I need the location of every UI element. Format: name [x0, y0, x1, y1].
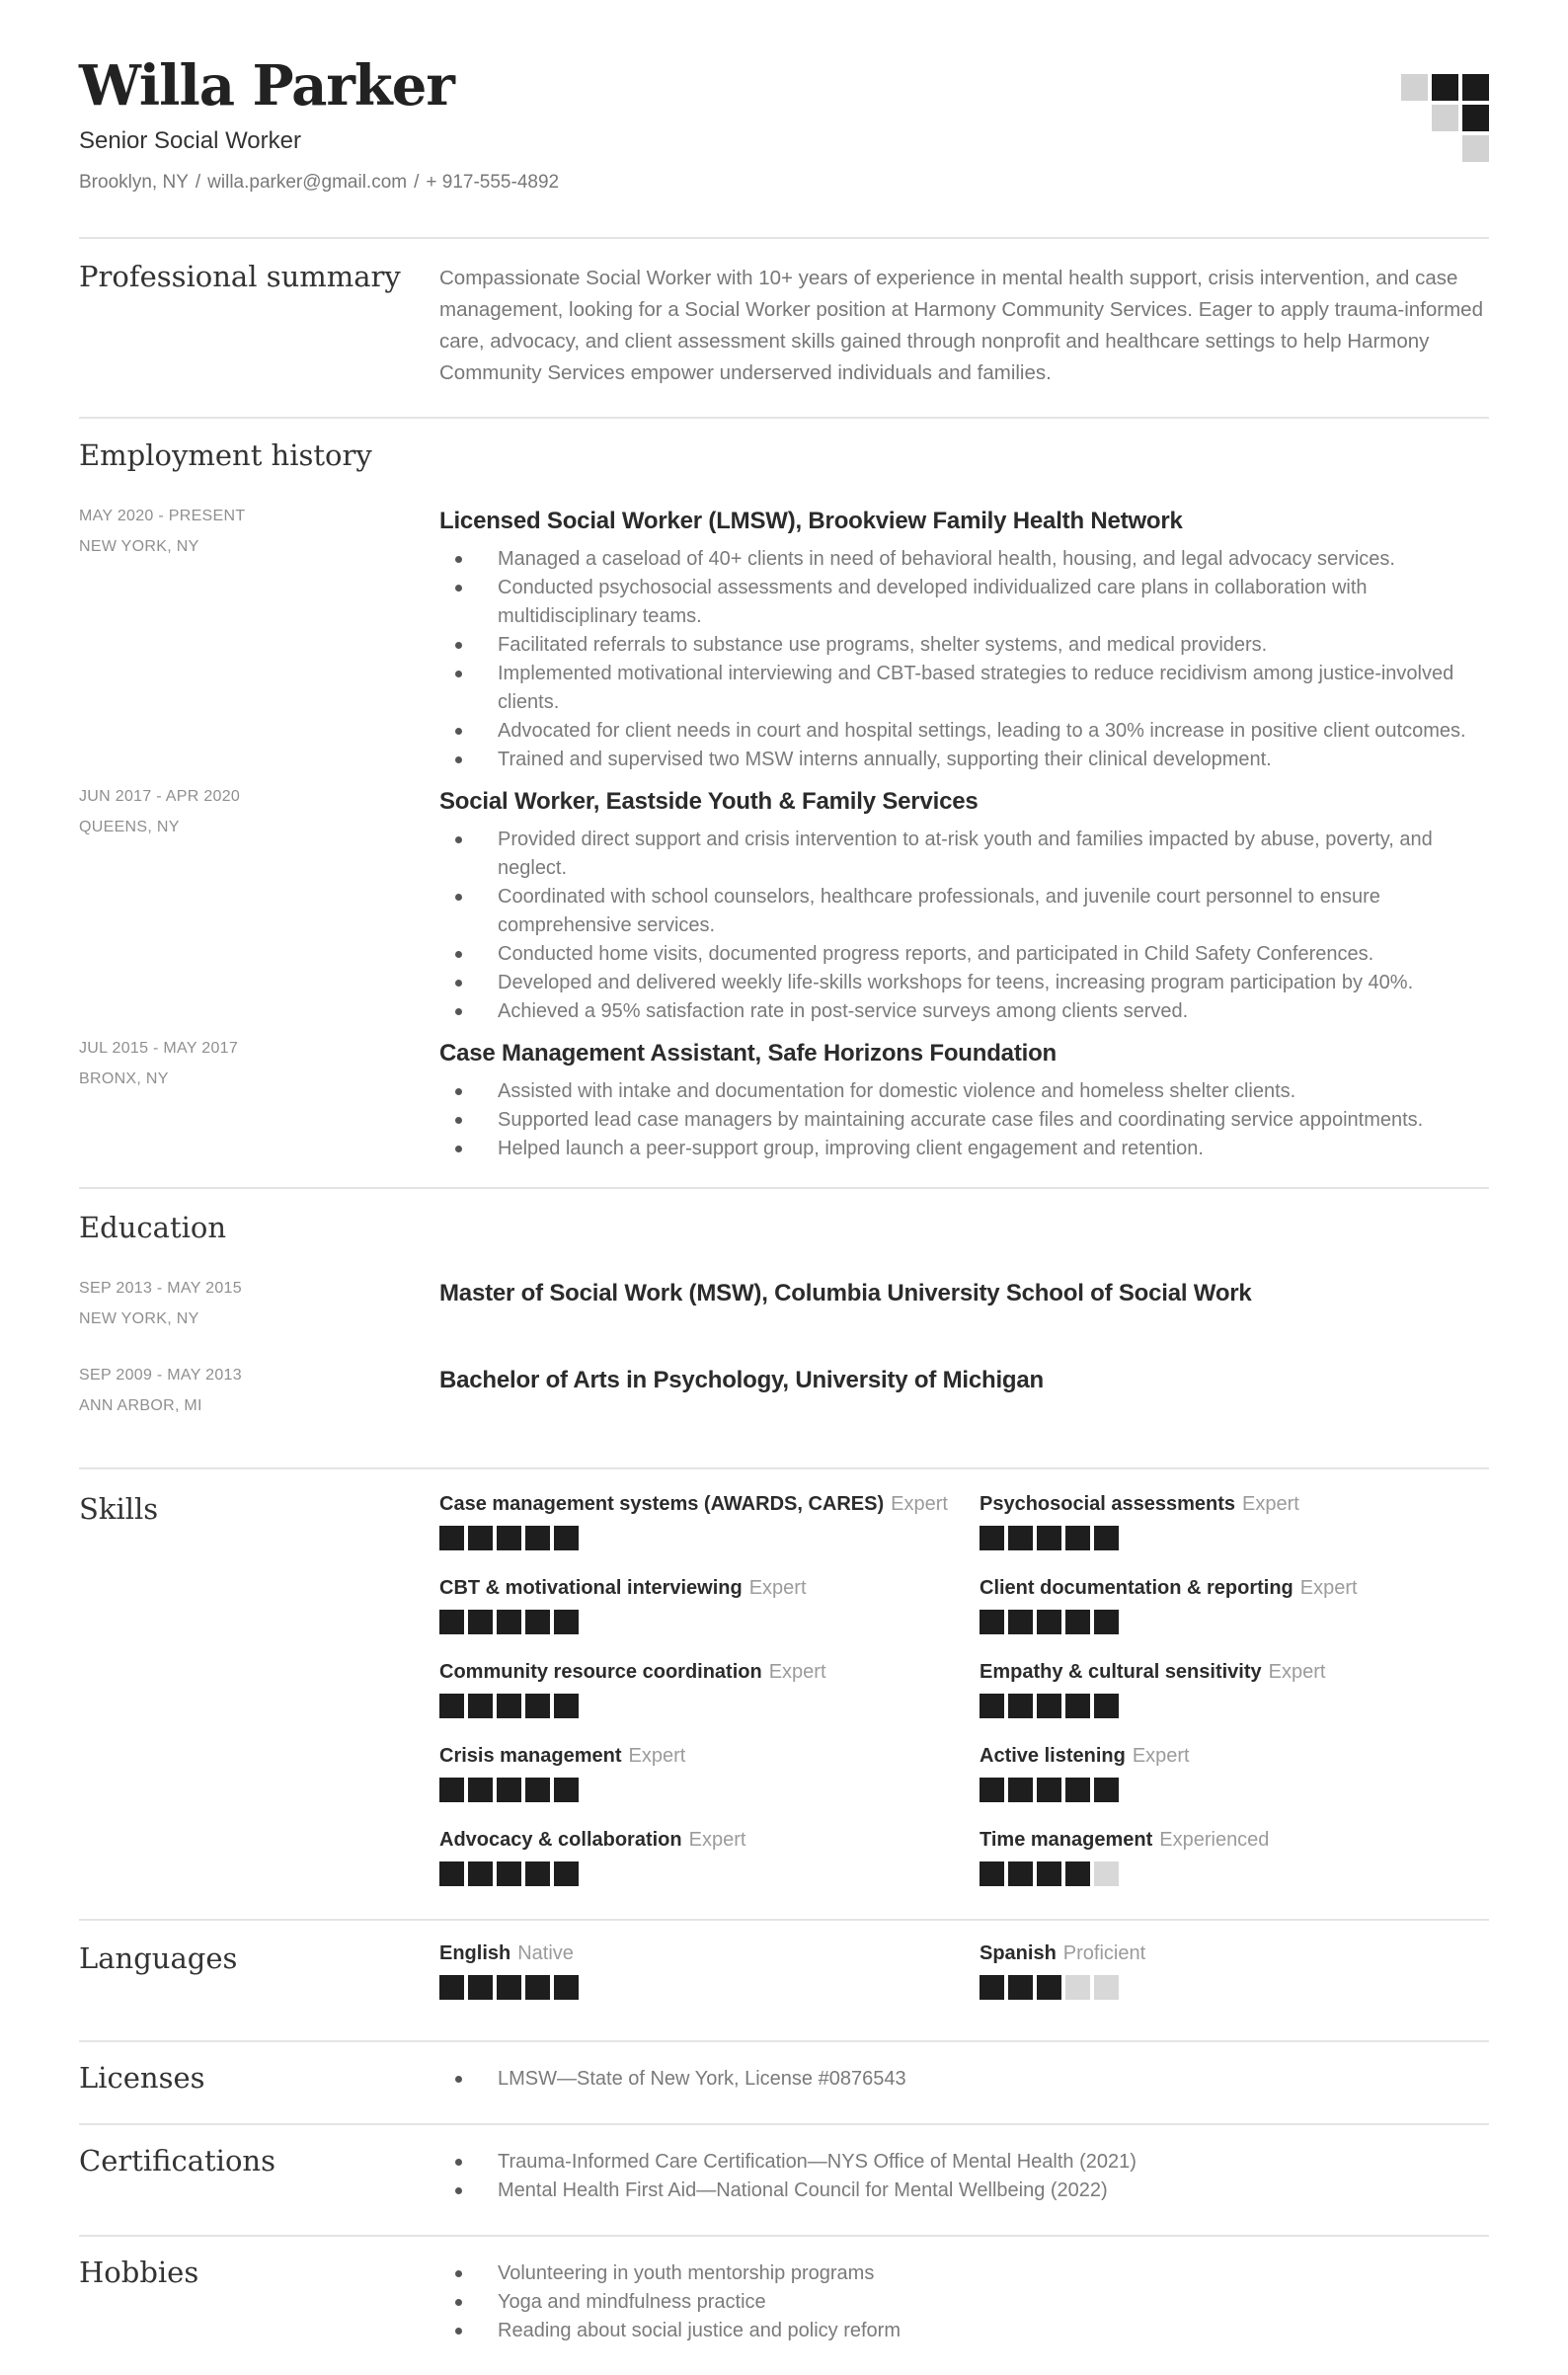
rating-square-filled [439, 1861, 464, 1886]
skill-head [439, 1745, 980, 1768]
hobby-item: Reading about social justice and policy reform [439, 2317, 1489, 2345]
skill-name: Active listening [980, 1745, 1126, 1767]
rating-square-filled [1094, 1694, 1119, 1718]
certifications-list [439, 2145, 1489, 2211]
education-meta [79, 1280, 439, 1341]
rating-square-filled [497, 1610, 521, 1634]
skill-name: Client documentation & reporting [980, 1577, 1294, 1599]
skill-head [980, 1577, 1489, 1600]
job-bullet: Helped launch a peer-support group, improving client engagement and retention. [439, 1135, 1489, 1163]
contact-phone: + 917-555-4892 [426, 171, 560, 193]
hobbies-section-heading: Hobbies [79, 2256, 199, 2289]
logo-cell-dark [1432, 74, 1458, 101]
rating-square-filled [468, 1610, 493, 1634]
skill-name: Psychosocial assessments [980, 1493, 1236, 1515]
rating-square-filled [525, 1610, 550, 1634]
licenses-section-heading: Licenses [79, 2061, 205, 2095]
hobbies-section [79, 2235, 1489, 2375]
skill-rating [980, 1861, 1489, 1886]
language-name: English [439, 1942, 511, 1964]
contact-separator: / [414, 171, 420, 193]
rating-square-filled [980, 1778, 1004, 1802]
job-location: BRONX, NY [79, 1070, 169, 1087]
skill-level: Expert [768, 1661, 826, 1683]
resume-header [79, 0, 1489, 237]
skill-name: Advocacy & collaboration [439, 1829, 682, 1851]
skill-entry [980, 1829, 1489, 1886]
job-list [79, 508, 1489, 1169]
skill-rating [439, 1694, 980, 1718]
rating-square-filled [439, 1610, 464, 1634]
job-bullet: Provided direct support and crisis intervention to at-risk youth and families impacted by abuse, poverty, and neglect. [439, 826, 1489, 883]
rating-square-filled [1037, 1610, 1061, 1634]
person-job-title: Senior Social Worker [79, 126, 301, 154]
rating-square-filled [980, 1975, 1004, 2000]
education-section-heading: Education [79, 1211, 227, 1244]
skill-level: Expert [1242, 1493, 1299, 1515]
rating-square-filled [468, 1778, 493, 1802]
summary-section-heading: Professional summary [79, 260, 401, 293]
language-entry [439, 1942, 980, 2000]
education-section [79, 1187, 1489, 1467]
skill-name: CBT & motivational interviewing [439, 1577, 743, 1599]
summary-section [79, 237, 1489, 417]
skill-head [980, 1745, 1489, 1768]
rating-square-filled [1094, 1526, 1119, 1550]
job-bullet: Facilitated referrals to substance use programs, shelter systems, and medical providers. [439, 631, 1489, 660]
job-entry [79, 1040, 1489, 1169]
job-dates: JUL 2015 - MAY 2017 [79, 1040, 239, 1057]
logo-cell-light [1401, 74, 1428, 101]
language-rating [439, 1975, 980, 2000]
rating-square-filled [980, 1861, 1004, 1886]
education-content [439, 1367, 1489, 1428]
rating-square-filled [1037, 1694, 1061, 1718]
hobbies-list [439, 2256, 1489, 2351]
job-bullet: Advocated for client needs in court and hospital settings, leading to a 30% increase in positive client outcomes. [439, 717, 1489, 746]
rating-square-filled [525, 1778, 550, 1802]
certification-item: Mental Health First Aid—National Council for Mental Wellbeing (2022) [439, 2177, 1489, 2205]
job-bullet: Conducted psychosocial assessments and developed individualized care plans in collaboration with multidisciplinary teams. [439, 574, 1489, 631]
logo-cell-light [1432, 105, 1458, 131]
rating-square-filled [1037, 1861, 1061, 1886]
certification-item: Trauma-Informed Care Certification—NYS Office of Mental Health (2021) [439, 2148, 1489, 2177]
education-location: NEW YORK, NY [79, 1310, 199, 1327]
rating-square-filled [1065, 1610, 1090, 1634]
languages-section-heading: Languages [79, 1941, 238, 1975]
job-entry [79, 508, 1489, 780]
rating-square-filled [468, 1694, 493, 1718]
skill-rating [439, 1778, 980, 1802]
job-content [439, 788, 1489, 1032]
logo-cell-dark [1462, 74, 1489, 101]
rating-square-filled [497, 1694, 521, 1718]
logo-cell-dark [1462, 105, 1489, 131]
contact-line [79, 172, 1489, 194]
rating-square-filled [468, 1975, 493, 2000]
rating-square-filled [525, 1694, 550, 1718]
rating-square-filled [1037, 1778, 1061, 1802]
rating-square-filled [1065, 1526, 1090, 1550]
skill-entry [439, 1493, 980, 1550]
logo-cell-empty [1432, 135, 1458, 162]
language-name: Spanish [980, 1942, 1057, 1964]
certifications-section [79, 2123, 1489, 2235]
hobby-item: Volunteering in youth mentorship programs [439, 2259, 1489, 2288]
contact-separator: / [195, 171, 201, 193]
skill-level: Expert [688, 1829, 746, 1851]
rating-square-empty [1094, 1861, 1119, 1886]
education-location: ANN ARBOR, MI [79, 1397, 202, 1414]
language-level: Native [517, 1942, 574, 1964]
rating-square-filled [439, 1694, 464, 1718]
skill-entry [980, 1493, 1489, 1550]
language-rating [980, 1975, 1489, 2000]
education-list [79, 1280, 1489, 1428]
skill-name: Community resource coordination [439, 1661, 762, 1683]
contact-email: willa.parker@gmail.com [207, 171, 408, 193]
job-meta [79, 1040, 439, 1169]
hobby-item: Yoga and mindfulness practice [439, 2288, 1489, 2317]
skill-rating [980, 1610, 1489, 1634]
logo-cell-light [1462, 135, 1489, 162]
rating-square-filled [497, 1975, 521, 2000]
skill-level: Expert [748, 1577, 807, 1599]
rating-square-filled [1037, 1975, 1061, 2000]
rating-square-empty [1094, 1975, 1119, 2000]
languages-section [79, 1919, 1489, 2040]
job-bullet: Implemented motivational interviewing and CBT-based strategies to reduce recidivism among justice-involved clients. [439, 660, 1489, 717]
skill-rating [980, 1526, 1489, 1550]
job-bullets [439, 545, 1489, 780]
education-content [439, 1280, 1489, 1341]
rating-square-filled [439, 1778, 464, 1802]
language-level: Proficient [1062, 1942, 1146, 1964]
job-entry [79, 788, 1489, 1032]
skill-level: Expert [1132, 1745, 1190, 1767]
rating-square-filled [1008, 1975, 1033, 2000]
education-degree: Bachelor of Arts in Psychology, University of Michigan [439, 1367, 1044, 1393]
rating-square-filled [468, 1526, 493, 1550]
education-dates: SEP 2009 - MAY 2013 [79, 1367, 242, 1384]
job-bullet: Coordinated with school counselors, healthcare professionals, and juvenile court personnel to ensure comprehensive services. [439, 883, 1489, 940]
job-bullets [439, 1077, 1489, 1169]
job-bullet: Assisted with intake and documentation for domestic violence and homeless shelter clients. [439, 1077, 1489, 1106]
job-title: Social Worker, Eastside Youth & Family Services [439, 788, 979, 815]
rating-square-filled [525, 1526, 550, 1550]
rating-square-filled [980, 1610, 1004, 1634]
rating-square-filled [1065, 1778, 1090, 1802]
skill-head [439, 1829, 980, 1852]
job-location: QUEENS, NY [79, 819, 180, 835]
rating-square-filled [554, 1975, 579, 2000]
rating-square-filled [1008, 1610, 1033, 1634]
skills-grid [439, 1493, 1489, 1913]
rating-square-filled [980, 1694, 1004, 1718]
language-entry [980, 1942, 1489, 2000]
skills-section-heading: Skills [79, 1492, 159, 1526]
job-meta [79, 508, 439, 780]
person-name: Willa Parker [79, 53, 454, 119]
license-item: LMSW—State of New York, License #0876543 [439, 2065, 1489, 2094]
logo-cell-empty [1401, 135, 1428, 162]
job-dates: MAY 2020 - PRESENT [79, 508, 246, 524]
skill-level: Experienced [1159, 1829, 1270, 1851]
job-bullet: Achieved a 95% satisfaction rate in post-service surveys among clients served. [439, 997, 1489, 1026]
skill-name: Case management systems (AWARDS, CARES) [439, 1493, 885, 1515]
skill-head [439, 1577, 980, 1600]
rating-square-filled [497, 1778, 521, 1802]
rating-square-filled [1065, 1861, 1090, 1886]
skill-name: Empathy & cultural sensitivity [980, 1661, 1262, 1683]
job-title: Licensed Social Worker (LMSW), Brookview Family Health Network [439, 508, 1183, 534]
skill-entry [980, 1661, 1489, 1718]
skill-entry [980, 1577, 1489, 1634]
skill-rating [980, 1694, 1489, 1718]
skill-entry [439, 1661, 980, 1718]
rating-square-filled [554, 1526, 579, 1550]
rating-square-filled [554, 1694, 579, 1718]
rating-square-filled [1094, 1778, 1119, 1802]
rating-square-filled [468, 1861, 493, 1886]
rating-square-filled [1094, 1610, 1119, 1634]
languages-grid [439, 1942, 1489, 2026]
rating-square-filled [1008, 1526, 1033, 1550]
education-entry [79, 1367, 1489, 1428]
employment-section-heading: Employment history [79, 438, 372, 472]
skill-entry [439, 1745, 980, 1802]
job-meta [79, 788, 439, 1032]
skill-head [980, 1493, 1489, 1516]
education-meta [79, 1367, 439, 1428]
skill-head [439, 1493, 980, 1516]
rating-square-filled [525, 1975, 550, 2000]
skill-entry [439, 1577, 980, 1634]
skill-level: Expert [628, 1745, 686, 1767]
rating-square-empty [1065, 1975, 1090, 2000]
skill-entry [439, 1829, 980, 1886]
skill-head [980, 1829, 1489, 1852]
education-dates: SEP 2013 - MAY 2015 [79, 1280, 242, 1297]
rating-square-filled [554, 1861, 579, 1886]
job-bullet: Trained and supervised two MSW interns annually, supporting their clinical development. [439, 746, 1489, 774]
language-head [980, 1942, 1489, 1965]
skill-rating [980, 1778, 1489, 1802]
brand-logo [1401, 74, 1489, 162]
education-degree: Master of Social Work (MSW), Columbia University School of Social Work [439, 1280, 1252, 1306]
skill-head [980, 1661, 1489, 1684]
job-bullet: Supported lead case managers by maintaining accurate case files and coordinating service appointments. [439, 1106, 1489, 1135]
rating-square-filled [439, 1975, 464, 2000]
summary-text: Compassionate Social Worker with 10+ years of experience in mental health support, crisis intervention, and case management, looking for a Social Worker position at Harmony Community Services. Eager to apply trauma-informed care, advocacy, and client assessment skills gained through nonprofit and healthcare settings to help Harmony Community Services empower underserved individuals and families. [439, 267, 1483, 384]
skill-entry [980, 1745, 1489, 1802]
job-content [439, 508, 1489, 780]
rating-square-filled [1037, 1526, 1061, 1550]
logo-cell-empty [1401, 105, 1428, 131]
job-bullet: Conducted home visits, documented progress reports, and participated in Child Safety Conferences. [439, 940, 1489, 969]
language-head [439, 1942, 980, 1965]
skill-level: Expert [891, 1493, 948, 1515]
rating-square-filled [554, 1778, 579, 1802]
rating-square-filled [525, 1861, 550, 1886]
skill-name: Time management [980, 1829, 1153, 1851]
licenses-section [79, 2040, 1489, 2123]
skill-rating [439, 1610, 980, 1634]
contact-location: Brooklyn, NY [79, 171, 189, 193]
job-location: NEW YORK, NY [79, 538, 199, 555]
rating-square-filled [1008, 1694, 1033, 1718]
rating-square-filled [497, 1526, 521, 1550]
skill-rating [439, 1526, 980, 1550]
job-dates: JUN 2017 - APR 2020 [79, 788, 241, 805]
rating-square-filled [1008, 1861, 1033, 1886]
rating-square-filled [439, 1526, 464, 1550]
job-bullet: Developed and delivered weekly life-skills workshops for teens, increasing program participation by 40%. [439, 969, 1489, 997]
certifications-section-heading: Certifications [79, 2144, 275, 2177]
rating-square-filled [554, 1610, 579, 1634]
skill-rating [439, 1861, 980, 1886]
job-title: Case Management Assistant, Safe Horizons Foundation [439, 1040, 1058, 1067]
education-entry [79, 1280, 1489, 1341]
job-content [439, 1040, 1489, 1169]
job-bullets [439, 826, 1489, 1032]
rating-square-filled [980, 1526, 1004, 1550]
rating-square-filled [1065, 1694, 1090, 1718]
licenses-list [439, 2062, 1489, 2099]
skill-level: Expert [1268, 1661, 1326, 1683]
rating-square-filled [1008, 1778, 1033, 1802]
job-bullet: Managed a caseload of 40+ clients in need of behavioral health, housing, and legal advocacy services. [439, 545, 1489, 574]
skill-level: Expert [1299, 1577, 1358, 1599]
skill-name: Crisis management [439, 1745, 622, 1767]
employment-section [79, 417, 1489, 1187]
rating-square-filled [497, 1861, 521, 1886]
skills-section [79, 1467, 1489, 1919]
skill-head [439, 1661, 980, 1684]
